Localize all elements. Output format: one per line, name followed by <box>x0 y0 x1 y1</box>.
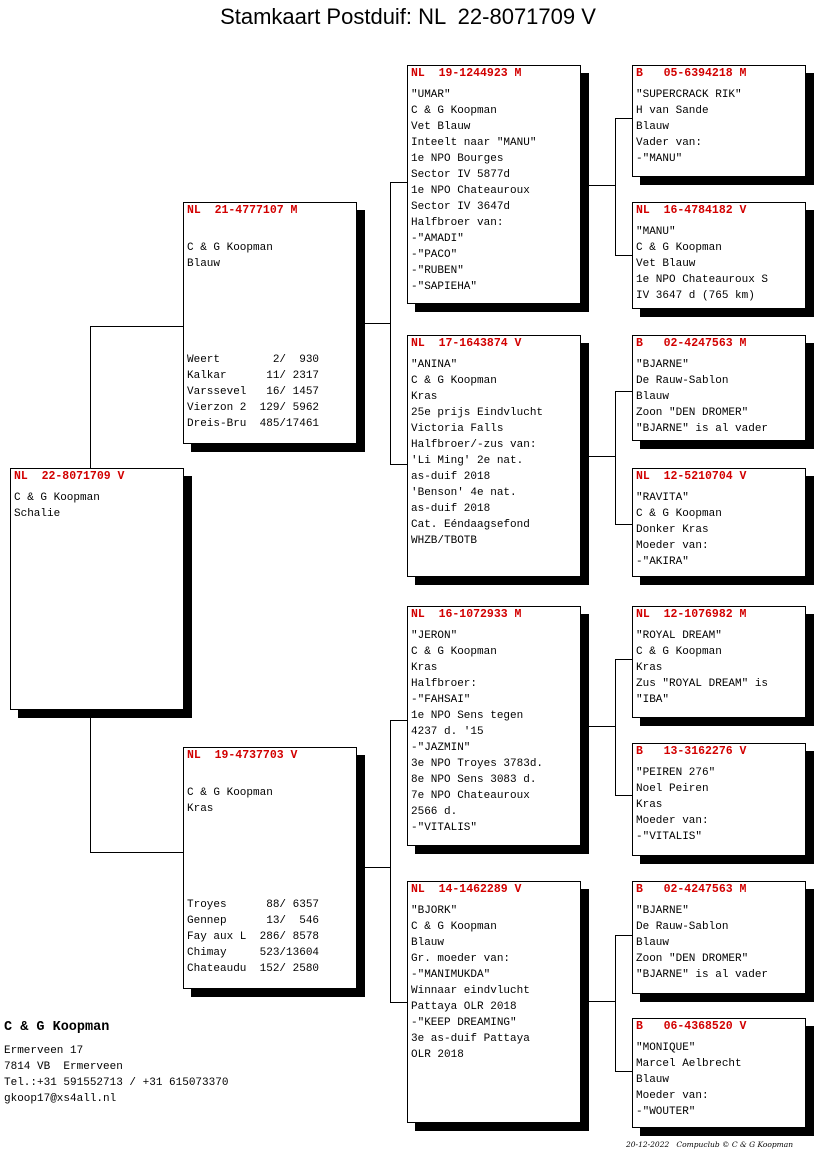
pedigree-card-subject <box>10 468 184 710</box>
card-details <box>411 87 536 295</box>
detail-line: 4237 d. '15 <box>411 726 484 738</box>
result-line: Varssevel 16/ 1457 <box>187 386 320 398</box>
detail-line: Moeder van: <box>636 1090 709 1102</box>
detail-line: -"KEEP DREAMING" <box>411 1017 517 1029</box>
detail-line: Vet Blauw <box>636 258 696 270</box>
owner-contact <box>4 1043 228 1107</box>
detail-line <box>187 224 273 240</box>
detail-line: C & G Koopman <box>411 646 497 658</box>
detail-line: "UMAR" <box>411 89 451 101</box>
result-line: Weert 2/ 930 <box>187 354 320 366</box>
pedigree-card-ffm <box>632 202 806 309</box>
owner-name: C & G Koopman <box>4 1020 110 1035</box>
detail-line: Blauw <box>411 937 445 949</box>
connector <box>615 659 616 795</box>
card-details <box>636 1040 742 1120</box>
detail-line: 1e NPO Chateauroux <box>411 185 530 197</box>
connector <box>615 935 632 936</box>
detail-line: -"SAPIEHA" <box>411 281 478 293</box>
result-line: Kalkar 11/ 2317 <box>187 370 320 382</box>
result-line: Troyes 88/ 6357 <box>187 899 320 911</box>
ring-number: B 02-4247563 M <box>636 337 747 350</box>
connector <box>90 326 183 327</box>
detail-line: De Rauw-Sablon <box>636 921 729 933</box>
pedigree-card-mmm <box>632 1018 806 1128</box>
ring-number: NL 22-8071709 V <box>14 470 125 483</box>
detail-line: 25e prijs Eindvlucht <box>411 407 544 419</box>
detail-line: Blauw <box>636 1074 670 1086</box>
card-details <box>636 765 715 845</box>
card-details <box>14 490 100 522</box>
detail-line: Zoon "DEN DROMER" <box>636 953 749 965</box>
detail-line: Halfbroer: <box>411 678 478 690</box>
detail-line: 2566 d. <box>411 806 458 818</box>
detail-line: -"PACO" <box>411 249 458 261</box>
connector <box>356 323 391 324</box>
detail-line: -"AKIRA" <box>636 556 689 568</box>
detail-line: 7e NPO Chateauroux <box>411 790 530 802</box>
card-details <box>411 357 543 549</box>
detail-line: Victoria Falls <box>411 423 504 435</box>
detail-line: "ROYAL DREAM" <box>636 630 722 642</box>
detail-line: Sector IV 3647d <box>411 201 511 213</box>
detail-line: C & G Koopman <box>636 646 722 658</box>
ring-number: NL 14-1462289 V <box>411 883 522 896</box>
detail-line: H van Sande <box>636 105 709 117</box>
ring-number: NL 16-1072933 M <box>411 608 522 621</box>
race-results <box>187 352 319 432</box>
detail-line: "BJARNE" <box>636 905 689 917</box>
pedigree-card-fm <box>407 335 581 577</box>
owner-email: gkoop17@xs4all.nl <box>4 1093 117 1105</box>
detail-line <box>187 769 273 785</box>
detail-line: C & G Koopman <box>636 242 722 254</box>
pedigree-card-father <box>183 202 357 444</box>
detail-line: "BJARNE" is al vader <box>636 969 769 981</box>
connector <box>582 185 616 186</box>
connector <box>390 720 407 721</box>
card-details <box>411 628 543 836</box>
detail-line: C & G Koopman <box>14 492 100 504</box>
pedigree-card-mm <box>407 881 581 1123</box>
detail-line: Halfbroer van: <box>411 217 504 229</box>
detail-line: "MANU" <box>636 226 676 238</box>
detail-line: "ANINA" <box>411 359 458 371</box>
detail-line: "MONIQUE" <box>636 1042 696 1054</box>
connector <box>615 935 616 1071</box>
result-line: Chimay 523/13604 <box>187 947 320 959</box>
result-line: Gennep 13/ 546 <box>187 915 320 927</box>
card-details <box>411 903 530 1063</box>
detail-line: IV 3647 d (765 km) <box>636 290 755 302</box>
detail-line: Blauw <box>636 121 670 133</box>
detail-line: as-duif 2018 <box>411 471 491 483</box>
connector <box>90 852 183 853</box>
connector <box>390 464 407 465</box>
detail-line: 'Benson' 4e nat. <box>411 487 517 499</box>
pedigree-card-mff <box>632 606 806 718</box>
detail-line: Blauw <box>187 258 221 270</box>
connector <box>390 182 407 183</box>
connector <box>356 867 391 868</box>
card-details <box>636 903 768 983</box>
detail-line: "IBA" <box>636 694 670 706</box>
detail-line: -"VITALIS" <box>636 831 703 843</box>
detail-line: WHZB/TBOTB <box>411 535 478 547</box>
ring-number: B 13-3162276 V <box>636 745 747 758</box>
detail-line: C & G Koopman <box>411 921 497 933</box>
connector <box>615 391 616 524</box>
detail-line: Kras <box>636 662 663 674</box>
ring-number: NL 19-1244923 M <box>411 67 522 80</box>
detail-line: "BJARNE" is al vader <box>636 423 769 435</box>
detail-line: Blauw <box>636 937 670 949</box>
race-results <box>187 897 319 977</box>
ring-number: B 05-6394218 M <box>636 67 747 80</box>
pedigree-card-ff <box>407 65 581 304</box>
ring-number: NL 12-1076982 M <box>636 608 747 621</box>
detail-line: Sector IV 5877d <box>411 169 511 181</box>
detail-line: Winnaar eindvlucht <box>411 985 530 997</box>
detail-line: De Rauw-Sablon <box>636 375 729 387</box>
owner-address: Ermerveen 17 <box>4 1045 84 1057</box>
detail-line: Halfbroer/-zus van: <box>411 439 537 451</box>
ring-number: NL 19-4737703 V <box>187 749 298 762</box>
pedigree-card-mother <box>183 747 357 989</box>
connector <box>390 1002 407 1003</box>
pedigree-card-fmm <box>632 468 806 577</box>
card-details <box>636 357 768 437</box>
connector <box>615 118 632 119</box>
detail-line: 8e NPO Sens 3083 d. <box>411 774 537 786</box>
detail-line: 3e NPO Troyes 3783d. <box>411 758 544 770</box>
owner-phone: Tel.:+31 591552713 / +31 615073370 <box>4 1077 229 1089</box>
connector <box>615 1071 632 1072</box>
detail-line: 1e NPO Bourges <box>411 153 504 165</box>
result-line: Fay aux L 286/ 8578 <box>187 931 320 943</box>
detail-line: C & G Koopman <box>636 508 722 520</box>
connector <box>390 720 391 1002</box>
detail-line: C & G Koopman <box>411 375 497 387</box>
card-details <box>636 87 742 167</box>
detail-line: Zus "ROYAL DREAM" is <box>636 678 769 690</box>
detail-line: 1e NPO Chateauroux S <box>636 274 769 286</box>
detail-line: Inteelt naar "MANU" <box>411 137 537 149</box>
pedigree-card-fmf <box>632 335 806 441</box>
ring-number: B 06-4368520 V <box>636 1020 747 1033</box>
pedigree-card-mfm <box>632 743 806 856</box>
detail-line: "BJORK" <box>411 905 458 917</box>
detail-line: -"MANIMUKDA" <box>411 969 491 981</box>
detail-line: Vader van: <box>636 137 703 149</box>
connector <box>90 326 91 468</box>
pedigree-card-fff <box>632 65 806 177</box>
detail-line: OLR 2018 <box>411 1049 464 1061</box>
connector <box>615 255 632 256</box>
page-title: Stamkaart Postduif: NL 22-8071709 V <box>220 4 596 29</box>
result-line: Dreis-Bru 485/17461 <box>187 418 320 430</box>
owner-city: 7814 VB Ermerveen <box>4 1061 123 1073</box>
ring-number: NL 21-4777107 M <box>187 204 298 217</box>
detail-line: Moeder van: <box>636 540 709 552</box>
connector <box>615 118 616 255</box>
detail-line: Pattaya OLR 2018 <box>411 1001 517 1013</box>
result-line: Chateaudu 152/ 2580 <box>187 963 320 975</box>
detail-line: "SUPERCRACK RIK" <box>636 89 742 101</box>
detail-line: -"MANU" <box>636 153 683 165</box>
detail-line: 1e NPO Sens tegen <box>411 710 524 722</box>
ring-number: B 02-4247563 M <box>636 883 747 896</box>
detail-line: -"WOUTER" <box>636 1106 696 1118</box>
detail-line: -"AMADI" <box>411 233 464 245</box>
detail-line: Donker Kras <box>636 524 709 536</box>
detail-line: "BJARNE" <box>636 359 689 371</box>
detail-line: Marcel Aelbrecht <box>636 1058 742 1070</box>
connector <box>615 795 632 796</box>
detail-line: Kras <box>636 799 663 811</box>
connector <box>582 726 616 727</box>
detail-line: C & G Koopman <box>187 242 273 254</box>
pedigree-card-mf <box>407 606 581 846</box>
connector <box>615 391 632 392</box>
detail-line: "PEIREN 276" <box>636 767 716 779</box>
detail-line: -"RUBEN" <box>411 265 464 277</box>
connector <box>615 524 632 525</box>
ring-number: NL 12-5210704 V <box>636 470 747 483</box>
detail-line: C & G Koopman <box>187 787 273 799</box>
pedigree-card-mmf <box>632 881 806 994</box>
detail-line: Zoon "DEN DROMER" <box>636 407 749 419</box>
detail-line: 'Li Ming' 2e nat. <box>411 455 524 467</box>
detail-line: Blauw <box>636 391 670 403</box>
detail-line: "JERON" <box>411 630 458 642</box>
card-details <box>636 224 768 304</box>
detail-line: Schalie <box>14 508 61 520</box>
detail-line: Kras <box>411 391 438 403</box>
detail-line: Moeder van: <box>636 815 709 827</box>
ring-number: NL 17-1643874 V <box>411 337 522 350</box>
connector <box>90 709 91 852</box>
footer-credit: 20-12-2022 Compuclub © C & G Koopman <box>626 1140 794 1149</box>
detail-line: -"JAZMIN" <box>411 742 471 754</box>
detail-line: Cat. Eéndaagsefond <box>411 519 530 531</box>
card-details <box>636 628 768 708</box>
connector <box>582 456 616 457</box>
ring-number: NL 16-4784182 V <box>636 204 747 217</box>
detail-line: Noel Peiren <box>636 783 709 795</box>
connector <box>615 659 632 660</box>
card-details <box>187 769 273 817</box>
detail-line: "RAVITA" <box>636 492 689 504</box>
result-line: Vierzon 2 129/ 5962 <box>187 402 320 414</box>
card-details <box>187 224 273 272</box>
detail-line: Gr. moeder van: <box>411 953 511 965</box>
detail-line: C & G Koopman <box>411 105 497 117</box>
detail-line: 3e as-duif Pattaya <box>411 1033 530 1045</box>
detail-line: as-duif 2018 <box>411 503 491 515</box>
detail-line: Kras <box>187 803 214 815</box>
detail-line: Vet Blauw <box>411 121 471 133</box>
connector <box>582 1001 616 1002</box>
detail-line: -"FAHSAI" <box>411 694 471 706</box>
detail-line: -"VITALIS" <box>411 822 478 834</box>
card-details <box>636 490 722 570</box>
detail-line: Kras <box>411 662 438 674</box>
connector <box>390 182 391 464</box>
